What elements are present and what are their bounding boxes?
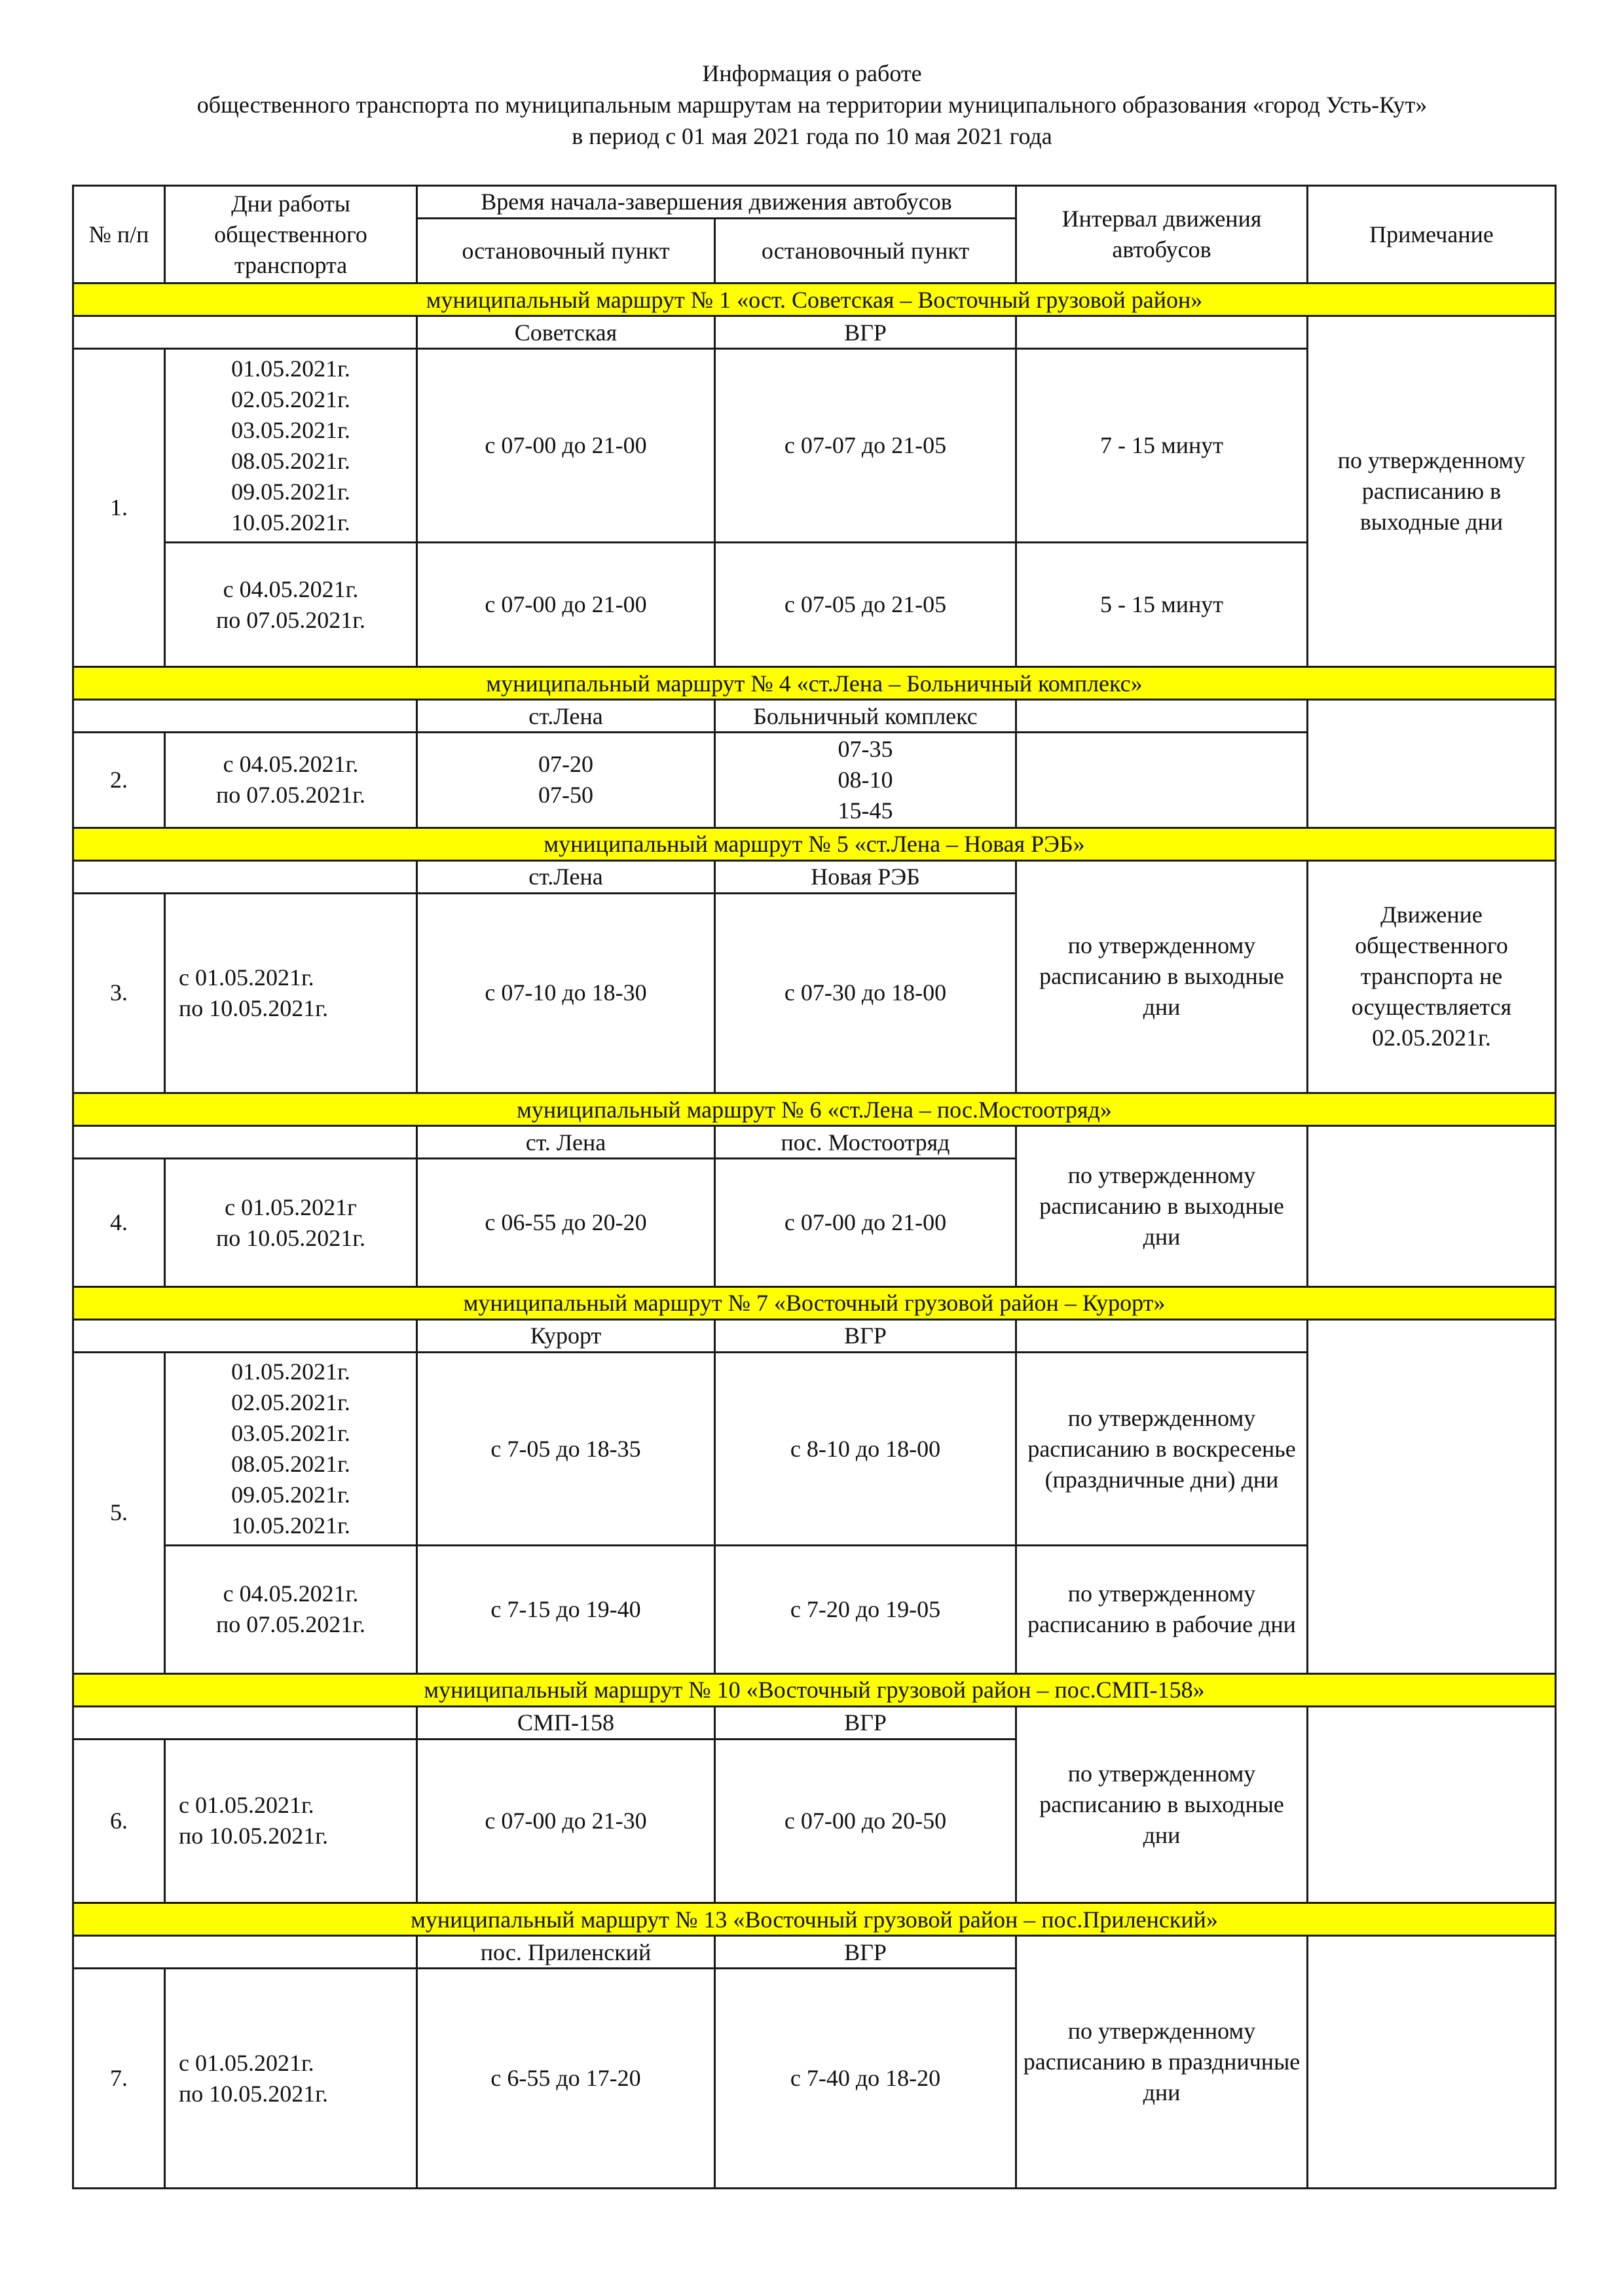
route-title-row [73,1903,1556,1936]
title-line-2: общественного транспорта по муниципальным маршрутам на территории муниципального образования «город Усть-Кут» [196,92,1428,118]
days-cell [165,893,417,1093]
route-title-row [73,1286,1556,1319]
stop-a: ст.Лена [417,700,715,733]
route-title: муниципальный маршрут № 10 «Восточный грузовой район – пос.СМП-158» [73,1673,1556,1706]
days-cell-line: 08.05.2021г. [231,1451,350,1478]
time-b-cell-line: 08-10 [838,766,893,793]
days-cell-line: 03.05.2021г. [231,1420,350,1447]
schedule-table [72,185,1557,2189]
stop-a: СМП-158 [417,1706,715,1739]
days-cell-line: 02.05.2021г. [231,1389,350,1416]
route-title-row [73,828,1556,860]
time-a-cell-line: 07-20 [538,751,593,778]
days-cell [165,1352,417,1545]
days-cell-line: 10.05.2021г. [231,1512,350,1539]
time-a-cell: с 7-05 до 18-35 [417,1352,715,1545]
stops-interval-spacer [1016,700,1308,733]
days-cell-line: 09.05.2021г. [231,1482,350,1508]
route-note [1308,1319,1556,1673]
route-stops-row [73,1936,1556,1969]
time-a-cell: с 07-00 до 21-30 [417,1739,715,1903]
route-number: 3. [73,893,165,1093]
route-stops-row [73,316,1556,349]
days-cell-line: по 07.05.2021г. [216,1611,365,1638]
interval-cell: по утвержденному расписанию в праздничные дни [1016,1936,1308,2189]
days-cell [165,542,417,666]
days-cell [165,733,417,828]
title-line-3: в период с 01 мая 2021 года по 10 мая 2021 года [572,123,1052,149]
stop-b: пос. Мостоотряд [715,1126,1016,1159]
interval-cell: 7 - 15 минут [1016,349,1308,542]
time-b-cell: с 07-05 до 21-05 [715,542,1016,666]
stops-interval-spacer [1016,316,1308,349]
route-note [1308,1936,1556,2189]
days-cell [165,1969,417,2189]
days-cell-line: 01.05.2021г. [231,355,350,382]
stop-b: ВГР [715,316,1016,349]
route-number: 5. [73,1352,165,1673]
route-title: муниципальный маршрут № 1 «ост. Советская – Восточный грузовой район» [73,283,1556,316]
days-cell-line: по 07.05.2021г. [216,606,365,633]
route-number: 6. [73,1739,165,1903]
route-note [1308,700,1556,828]
days-cell-line: с 04.05.2021г. [223,575,359,602]
table-header-row [73,186,1556,219]
days-cell-line: по 10.05.2021г. [216,1224,365,1251]
time-a-cell [417,733,715,828]
days-cell-line: по 10.05.2021г. [179,994,328,1021]
days-cell-line: 01.05.2021г. [231,1358,350,1385]
days-cell-line: с 01.05.2021г [225,1194,357,1220]
route-title-row [73,1673,1556,1706]
interval-cell: по утвержденному расписанию в выходные дни [1016,860,1308,1093]
days-cell-line: 02.05.2021г. [231,386,350,412]
time-a-cell: с 7-15 до 19-40 [417,1546,715,1673]
time-a-cell: с 06-55 до 20-20 [417,1159,715,1286]
route-title: муниципальный маршрут № 13 «Восточный грузовой район – пос.Приленский» [73,1903,1556,1936]
days-cell-line: по 10.05.2021г. [179,2080,328,2107]
route-title-row [73,1093,1556,1126]
days-cell-line: с 04.05.2021г. [223,751,359,778]
document-title [72,58,1552,152]
route-title: муниципальный маршрут № 4 «ст.Лена – Больничный комплекс» [73,667,1556,700]
route-note [1308,1706,1556,1903]
route-number: 4. [73,1159,165,1286]
route-stops-row [73,860,1556,893]
days-cell [165,349,417,542]
days-cell-line: 08.05.2021г. [231,447,350,474]
time-b-cell [715,733,1016,828]
stop-b: Новая РЭБ [715,860,1016,893]
header-time: Время начала-завершения движения автобусов [417,186,1016,219]
route-stops-row [73,1706,1556,1739]
days-cell [165,1739,417,1903]
stops-spacer [73,1126,417,1159]
stops-spacer [73,1706,417,1739]
stop-b: ВГР [715,1706,1016,1739]
interval-cell: по утвержденному расписанию в рабочие дни [1016,1546,1308,1673]
header-days: Дни работы общественного транспорта [165,186,417,283]
stop-a: Курорт [417,1319,715,1352]
time-a-cell: с 07-00 до 21-00 [417,542,715,666]
interval-cell: по утвержденному расписанию в выходные дни [1016,1126,1308,1286]
route-number: 2. [73,733,165,828]
route-note: Движение общественного транспорта не осуществляется 02.05.2021г. [1308,860,1556,1093]
days-cell-line: с 01.05.2021г. [179,1792,314,1819]
stop-a: ст.Лена [417,860,715,893]
stops-spacer [73,1936,417,1969]
stop-b: ВГР [715,1319,1016,1352]
days-cell-line: 03.05.2021г. [231,416,350,443]
stops-spacer [73,700,417,733]
route-title: муниципальный маршрут № 7 «Восточный грузовой район – Курорт» [73,1286,1556,1319]
stops-interval-spacer [1016,1319,1308,1352]
route-title-row [73,283,1556,316]
time-b-cell: с 7-20 до 19-05 [715,1546,1016,1673]
time-b-cell: с 07-00 до 20-50 [715,1739,1016,1903]
route-number: 7. [73,1969,165,2189]
header-note: Примечание [1308,186,1556,283]
interval-cell: 5 - 15 минут [1016,542,1308,666]
time-a-cell: с 07-00 до 21-00 [417,349,715,542]
time-b-cell-line: 07-35 [838,735,893,762]
header-stop-b: остановочный пункт [715,219,1016,283]
route-note: по утвержденному расписанию в выходные дни [1308,316,1556,667]
stop-b: ВГР [715,1936,1016,1969]
stop-b: Больничный комплекс [715,700,1016,733]
interval-cell [1016,733,1308,828]
route-title: муниципальный маршрут № 5 «ст.Лена – Новая РЭБ» [73,828,1556,860]
days-cell-line: по 10.05.2021г. [179,1823,328,1850]
time-b-cell-line: 15-45 [838,797,893,824]
days-cell-line: по 07.05.2021г. [216,782,365,809]
days-cell-line: с 01.05.2021г. [179,964,314,991]
title-line-1: Информация о работе [702,60,922,86]
interval-cell: по утвержденному расписанию в выходные дни [1016,1706,1308,1903]
stop-a: Советская [417,316,715,349]
interval-cell: по утвержденному расписанию в воскресенье (праздничные дни) дни [1016,1352,1308,1545]
route-note [1308,1126,1556,1286]
route-stops-row [73,1126,1556,1159]
route-number: 1. [73,349,165,667]
time-a-cell: с 6-55 до 17-20 [417,1969,715,2189]
route-title: муниципальный маршрут № 6 «ст.Лена – пос.Мостоотряд» [73,1093,1556,1126]
stop-a: пос. Приленский [417,1936,715,1969]
days-cell-line: с 01.05.2021г. [179,2049,314,2076]
header-num: № п/п [73,186,165,283]
stops-spacer [73,860,417,893]
time-b-cell: с 8-10 до 18-00 [715,1352,1016,1545]
route-stops-row [73,700,1556,733]
time-b-cell: с 07-30 до 18-00 [715,893,1016,1093]
days-cell-line: с 04.05.2021г. [223,1580,359,1607]
time-a-cell: с 07-10 до 18-30 [417,893,715,1093]
days-cell [165,1546,417,1673]
days-cell-line: 09.05.2021г. [231,478,350,505]
time-b-cell: с 07-00 до 21-00 [715,1159,1016,1286]
header-stop-a: остановочный пункт [417,219,715,283]
days-cell [165,1159,417,1286]
stops-spacer [73,1319,417,1352]
time-a-cell-line: 07-50 [538,782,593,809]
days-cell-line: 10.05.2021г. [231,509,350,536]
stop-a: ст. Лена [417,1126,715,1159]
time-b-cell: с 07-07 до 21-05 [715,349,1016,542]
time-b-cell: с 7-40 до 18-20 [715,1969,1016,2189]
header-interval: Интервал движения автобусов [1016,186,1308,283]
stops-spacer [73,316,417,349]
route-title-row [73,667,1556,700]
route-stops-row [73,1319,1556,1352]
